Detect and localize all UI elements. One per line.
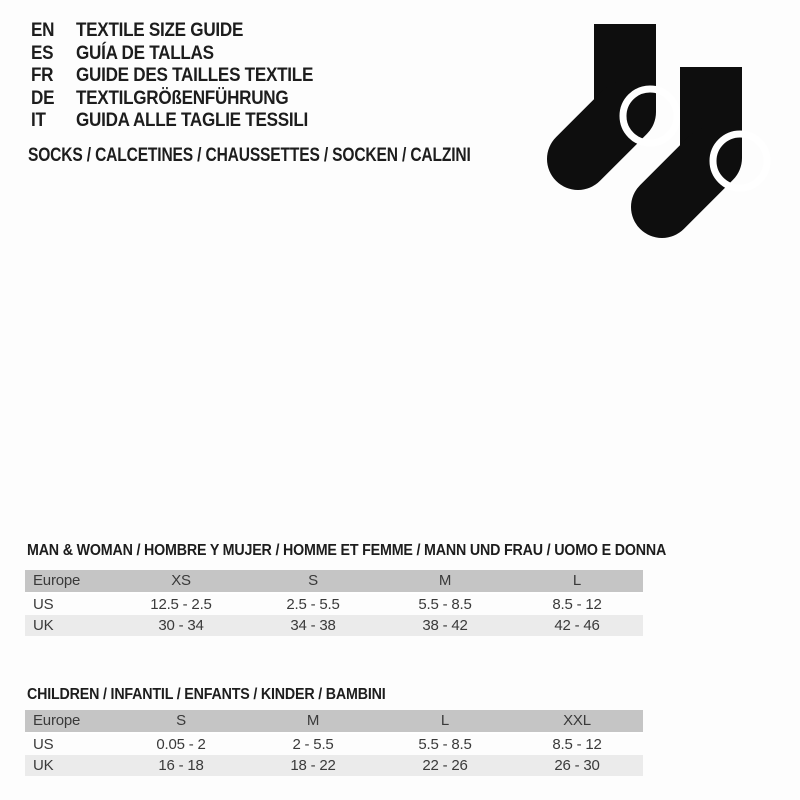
region-header-cell: Europe	[33, 712, 81, 729]
table-row	[25, 755, 643, 776]
language-row	[31, 20, 313, 43]
size-value-cell: 8.5 - 12	[552, 736, 602, 753]
socks-icon	[540, 10, 785, 245]
size-value-cell: 0.05 - 2	[156, 736, 206, 753]
table-title-children: CHILDREN / INFANTIL / ENFANTS / KINDER / BAMBINI	[27, 686, 386, 703]
category-title: SOCKS / CALCETINES / CHAUSSETTES / SOCKEN / CALZINI	[28, 145, 471, 166]
size-header-cell: XXL	[563, 712, 591, 729]
language-code: FR	[31, 65, 54, 87]
size-value-cell: 34 - 38	[290, 617, 336, 634]
size-header-cell: M	[438, 572, 452, 589]
language-row	[31, 110, 313, 133]
language-row	[31, 65, 313, 88]
size-header-cell: S	[308, 572, 318, 589]
table-row	[25, 615, 643, 636]
size-value-cell: 26 - 30	[554, 757, 600, 774]
size-value-cell: 12.5 - 2.5	[150, 596, 212, 613]
size-value-cell: 38 - 42	[422, 617, 468, 634]
region-cell: US	[33, 736, 54, 753]
region-header-cell: Europe	[33, 572, 81, 589]
size-value-cell: 2 - 5.5	[292, 736, 334, 753]
table-header-row	[25, 570, 643, 594]
size-value-cell: 30 - 34	[158, 617, 204, 634]
language-label: TEXTILGRÖßENFÜHRUNG	[76, 87, 289, 109]
table-row	[25, 594, 643, 615]
size-header-cell: L	[440, 712, 450, 729]
size-value-cell: 22 - 26	[422, 757, 468, 774]
language-label: GUIDE DES TAILLES TEXTILE	[76, 65, 314, 87]
language-code: IT	[31, 110, 46, 132]
language-row	[31, 88, 313, 111]
region-cell: UK	[33, 757, 54, 774]
language-code: EN	[31, 20, 55, 41]
size-header-cell: L	[572, 572, 582, 589]
size-table-adults	[25, 570, 643, 636]
size-value-cell: 2.5 - 5.5	[286, 596, 340, 613]
size-value-cell: 18 - 22	[290, 757, 336, 774]
table-row	[25, 734, 643, 755]
size-header-cell: M	[306, 712, 320, 729]
table-header-row	[25, 710, 643, 734]
language-code: ES	[31, 42, 54, 64]
table-title-adults: MAN & WOMAN / HOMBRE Y MUJER / HOMME ET FEMME / MANN UND FRAU / UOMO E DONNA	[27, 542, 667, 559]
language-label: TEXTILE SIZE GUIDE	[76, 20, 244, 41]
language-label: GUIDA ALLE TAGLIE TESSILI	[76, 110, 309, 132]
language-list	[31, 20, 313, 133]
size-value-cell: 42 - 46	[554, 617, 600, 634]
size-table-children	[25, 710, 643, 776]
size-header-cell: XS	[171, 572, 191, 589]
sock-left	[578, 24, 625, 159]
size-value-cell: 5.5 - 8.5	[418, 596, 472, 613]
language-code: DE	[31, 87, 55, 109]
size-header-cell: S	[176, 712, 186, 729]
region-cell: UK	[33, 617, 54, 634]
language-label: GUÍA DE TALLAS	[76, 42, 214, 64]
size-value-cell: 16 - 18	[158, 757, 204, 774]
language-row	[31, 43, 313, 66]
size-value-cell: 8.5 - 12	[552, 596, 602, 613]
size-value-cell: 5.5 - 8.5	[418, 736, 472, 753]
region-cell: US	[33, 596, 54, 613]
